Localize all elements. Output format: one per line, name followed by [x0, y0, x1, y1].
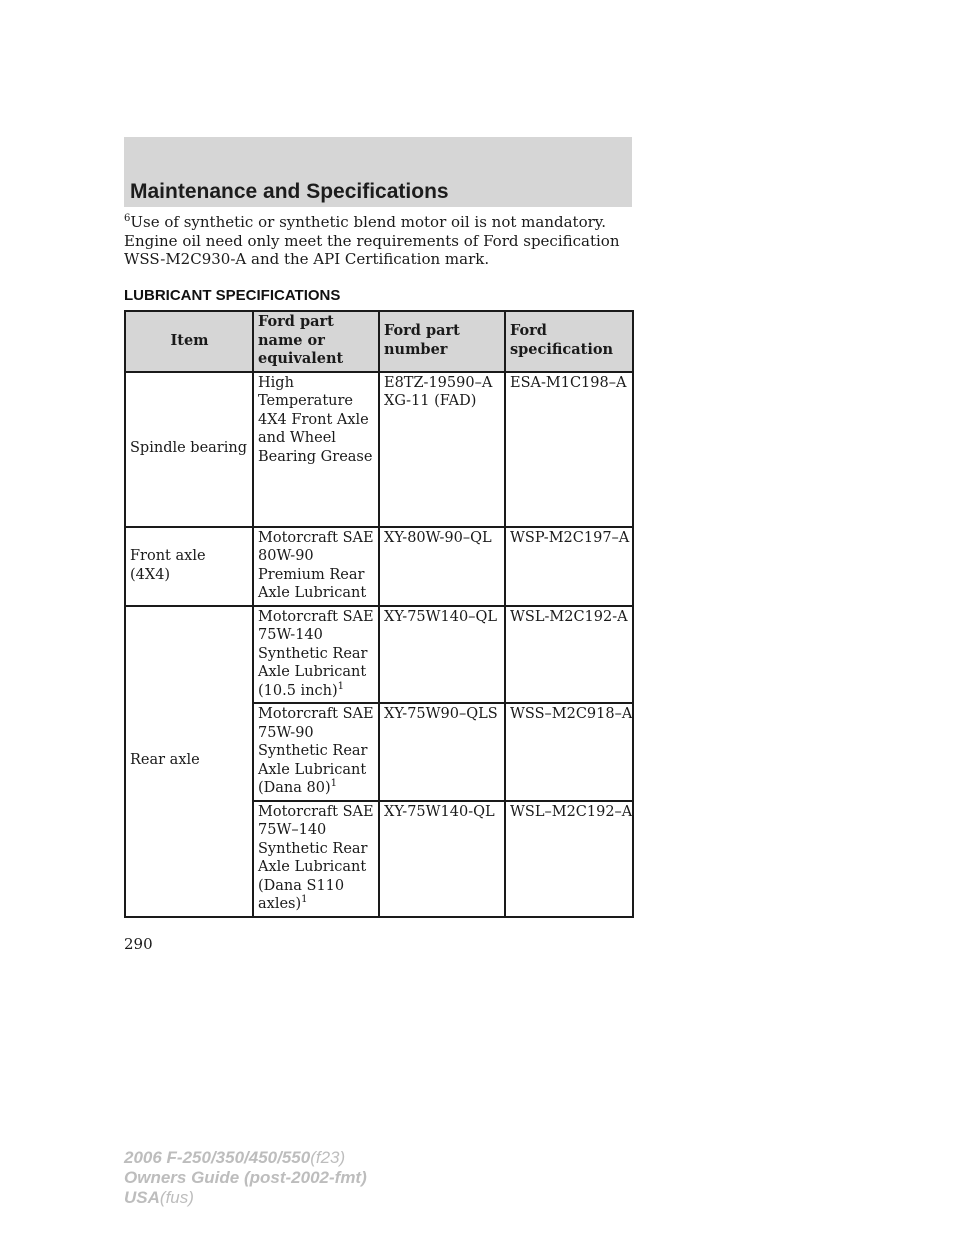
specification-cell: WSS–M2C918–A [505, 703, 633, 801]
item-cell: Front axle (4X4) [125, 527, 253, 606]
footnote-ref: 1 [330, 778, 338, 790]
footnote-text: Use of synthetic or synthetic blend motor oil is not mandatory. Engine oil need only meet the requirements of Ford specification WSS-M2C930-A and the API Certification mark. [124, 213, 620, 268]
part-number-line: E8TZ-19590–A [384, 374, 493, 391]
page-title: Maintenance and Specifications [130, 180, 449, 203]
footer-line-market [124, 1188, 367, 1208]
footer-line-model [124, 1148, 367, 1168]
part-number-line: XG-11 (FAD) [384, 393, 477, 409]
part-name-cell [253, 801, 379, 917]
part-number-cell: XY-75W140–QL [379, 606, 505, 704]
specification-cell: WSL-M2C192-A [505, 606, 633, 704]
column-header-part-number: Ford part number [379, 311, 505, 372]
footnote-marker: 6 [124, 213, 131, 224]
footer-model-code: (f23) [310, 1148, 346, 1167]
footer-model: 2006 F-250/350/450/550 [124, 1148, 311, 1167]
footer-market-code: (fus) [159, 1188, 194, 1207]
table-row [125, 606, 633, 704]
section-heading: LUBRICANT SPECIFICATIONS [124, 287, 341, 304]
footer-line-guide: Owners Guide (post-2002-fmt) [124, 1168, 367, 1187]
part-name-cell: Motorcraft SAE 80W-90 Premium Rear Axle Lubricant [253, 527, 379, 606]
lubricant-spec-table [124, 310, 634, 918]
item-cell: Spindle bearing [125, 372, 253, 527]
footnote-ref: 1 [301, 894, 308, 906]
specification-cell: ESA-M1C198–A [505, 372, 633, 527]
footnote-ref: 1 [337, 680, 345, 692]
part-name-text: Motorcraft SAE 75W-140 Synthetic Rear Axle Lubricant (10.5 inch) [258, 608, 374, 699]
item-cell: Rear axle [125, 606, 253, 917]
table-row [125, 527, 633, 606]
part-name-cell [253, 606, 379, 704]
specification-cell: WSP-M2C197–A [505, 527, 633, 606]
part-name-cell [253, 703, 379, 801]
table-row [125, 372, 633, 527]
part-number-cell: XY-75W140-QL [379, 801, 505, 917]
part-name-text: Motorcraft SAE 75W-90 Synthetic Rear Axle Lubricant (Dana 80) [258, 706, 374, 796]
footnote [124, 213, 634, 269]
specification-cell: WSL–M2C192–A [505, 801, 633, 917]
column-header-specification: Ford specification [505, 311, 633, 372]
page-number: 290 [124, 935, 153, 953]
footer-market: USA [124, 1188, 160, 1207]
part-number-cell: XY-75W90–QLS [379, 703, 505, 801]
part-name-cell: High Temperature 4X4 Front Axle and Wheel Bearing Grease [253, 372, 379, 527]
table-header-row [125, 311, 633, 372]
part-number-cell [379, 372, 505, 527]
section-header-band [124, 137, 632, 207]
column-header-part-name: Ford part name or equivalent [253, 311, 379, 372]
document-footer [124, 1148, 367, 1208]
column-header-item: Item [125, 311, 253, 372]
part-name-text: Motorcraft SAE 75W–140 Synthetic Rear Axle Lubricant (Dana S110 axles) [258, 803, 374, 912]
part-number-cell: XY-80W-90–QL [379, 527, 505, 606]
